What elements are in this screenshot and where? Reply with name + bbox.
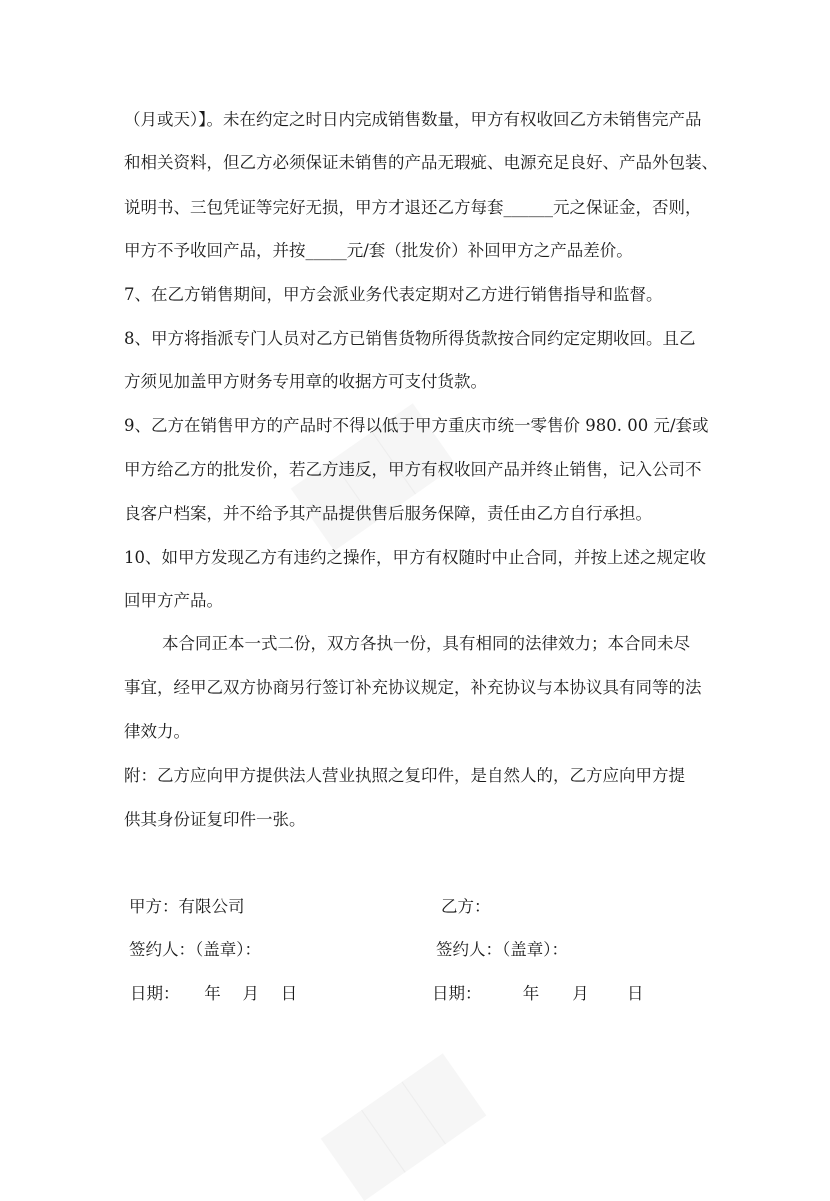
signer-a-label: 签约人：（盖章）：	[129, 940, 261, 959]
party-a-label: 甲方：有限公司	[129, 897, 245, 916]
appendix-note: 附：乙方应向甲方提供法人营业执照之复印件，是自然人的，乙方应向甲方提	[124, 766, 685, 785]
clause-7: 7、在乙方销售期间，甲方会派业务代表定期对乙方进行销售指导和监督。	[124, 285, 663, 304]
paragraph-line: 甲方不予收回产品，并按_____元/套（批发价）补回甲方之产品差价。	[124, 241, 633, 260]
paragraph-line: （月或天）】。未在约定之时日内完成销售数量，甲方有权收回乙方未销售完产品	[124, 110, 702, 129]
party-b-label: 乙方：	[441, 897, 491, 916]
date-b-label: 日期： 年 月 日	[432, 984, 644, 1003]
clause-10: 10、如甲方发现乙方有违约之操作，甲方有权随时中止合同，并按上述之规定收	[124, 548, 706, 567]
paragraph-line: 供其身份证复印件一张。	[124, 810, 306, 829]
paragraph-line: 甲方给乙方的批发价，若乙方违反，甲方有权收回产品并终止销售，记入公司不	[124, 460, 702, 479]
watermark-mark	[322, 1054, 486, 1200]
paragraph-line: 说明书、三包凭证等完好无损，甲方才退还乙方每套______元之保证金，否则，	[124, 198, 702, 217]
paragraph-line: 律效力。	[124, 722, 190, 741]
clause-9: 9、乙方在销售甲方的产品时不得以低于甲方重庆市统一零售价 980. 00 元/套或	[124, 416, 709, 435]
signer-b-label: 签约人：（盖章）：	[436, 940, 568, 959]
clause-8: 8、甲方将指派专门人员对乙方已销售货物所得货款按合同约定定期收回。且乙	[124, 329, 696, 348]
paragraph-line: 事宜，经甲乙双方协商另行签订补充协议规定，补充协议与本协议具有同等的法	[124, 678, 702, 697]
paragraph-line: 方须见加盖甲方财务专用章的收据方可支付货款。	[124, 372, 487, 391]
date-a-label: 日期： 年 月 日	[130, 984, 298, 1003]
closing-paragraph: 本合同正本一式二份，双方各执一份，具有相同的法律效力；本合同未尽	[162, 634, 690, 653]
paragraph-line: 和相关资料，但乙方必须保证未销售的产品无瑕疵、电源充足良好、产品外包装、	[124, 153, 718, 172]
paragraph-line: 回甲方产品。	[124, 591, 223, 610]
paragraph-line: 良客户档案，并不给予其产品提供售后服务保障，责任由乙方自行承担。	[124, 504, 652, 523]
